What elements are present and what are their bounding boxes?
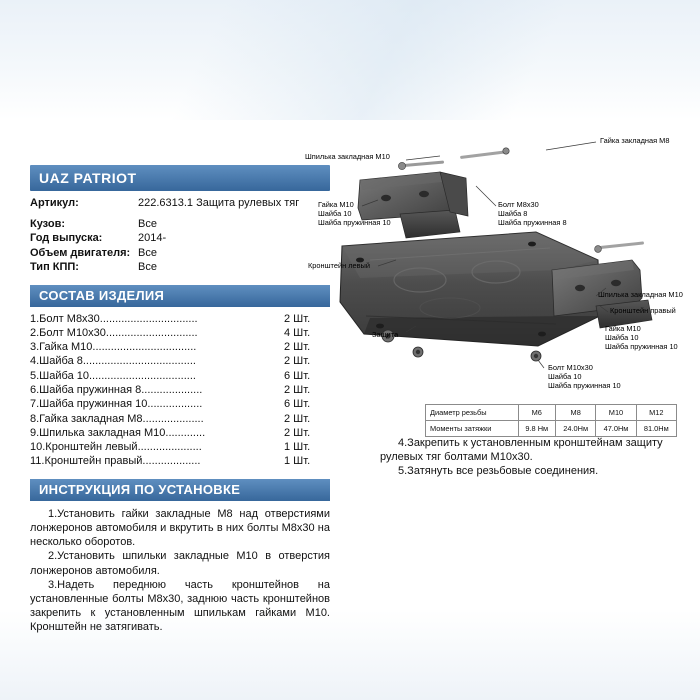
part-row (30, 340, 330, 354)
brand-title-bar (30, 165, 330, 191)
part-row (30, 354, 330, 368)
callout-stud-m10-top: Шпилька закладная М10 (305, 152, 390, 161)
callout-spring-washer-10-bottom: Шайба пружинная 10 (548, 381, 621, 390)
spec-label: Объем двигателя: (30, 246, 131, 259)
spec-list (30, 217, 330, 275)
part-qty: 2 Шт. (284, 426, 311, 439)
article-value: 222.6313.1 Защита рулевых тяг (138, 197, 300, 209)
torque-table (425, 404, 677, 437)
callout-washer-8: Шайба 8 (498, 209, 528, 218)
part-name: 11.Кронштейн правый................... (30, 455, 201, 468)
instruction-step: 5.Затянуть все резьбовые соединения. (398, 465, 599, 478)
torque-row-label: Моменты затяжки (426, 421, 519, 437)
instruction-list-right (380, 436, 680, 479)
spec-label: Кузов: (30, 217, 66, 230)
instruction-step: 1.Установить гайки закладные M8 над отверстиями лонжеронов автомобиля и вкрутить в них болты M8x30 на несколько оборотов. (30, 507, 330, 549)
part-name: 6.Шайба пружинная 8.................... (30, 383, 203, 396)
instruction-step: 4.Закрепить к установленным кронштейнам защиту рулевых тяг болтами M10x30. (380, 437, 663, 464)
torque-cell: 81.0Нм (636, 421, 676, 437)
part-row (30, 426, 330, 440)
top-gradient-band (0, 0, 700, 120)
callout-washer-10-right: Шайба 10 (605, 333, 639, 342)
parts-header: СОСТАВ ИЗДЕЛИЯ (39, 287, 165, 303)
part-row (30, 369, 330, 383)
part-row (30, 383, 330, 397)
part-name: 5.Шайба 10................................... (30, 369, 196, 382)
table-row (426, 421, 677, 437)
part-row (30, 440, 330, 454)
part-row (30, 397, 330, 411)
callout-washer-10-left: Шайба 10 (318, 209, 352, 218)
torque-cell: M10 (596, 405, 636, 421)
callout-shield: Защита (372, 330, 399, 339)
instruction-header: ИНСТРУКЦИЯ ПО УСТАНОВКЕ (39, 481, 241, 497)
part-qty: 2 Шт. (284, 341, 311, 354)
callout-nut-m8-top: Гайка закладная М8 (600, 136, 670, 145)
spec-label: Тип КПП: (30, 261, 79, 273)
spec-value: Все (138, 246, 157, 259)
part-qty: 1 Шт. (284, 441, 311, 454)
part-qty: 4 Шт. (284, 326, 311, 339)
spec-label: Год выпуска: (30, 232, 103, 244)
instruction-header-bar (30, 479, 330, 501)
spec-value: Все (138, 217, 157, 230)
article-label: Артикул: (30, 197, 79, 209)
spec-value: Все (138, 261, 157, 273)
part-name: 4.Шайба 8..................................... (30, 355, 196, 368)
spec-value: 2014- (138, 232, 167, 244)
part-name: 2.Болт M10x30.............................. (30, 326, 198, 339)
article-row (30, 196, 330, 211)
part-name: 9.Шпилька закладная M10............. (30, 426, 206, 439)
callout-nut-m10-right: Гайка M10 (605, 324, 641, 333)
callout-bracket-left: Кронштейн левый (308, 261, 371, 270)
part-qty: 2 Шт. (284, 383, 311, 396)
callout-nut-m10-left: Гайка M10 (318, 200, 354, 209)
part-qty: 6 Шт. (284, 369, 311, 382)
part-qty: 6 Шт. (284, 398, 311, 411)
part-qty: 2 Шт. (284, 312, 311, 325)
part-row (30, 312, 330, 326)
part-name: 1.Болт M8x30................................ (30, 312, 198, 325)
callout-washer-10-bottom: Шайба 10 (548, 372, 582, 381)
part-qty: 2 Шт. (284, 412, 311, 425)
part-name: 10.Кронштейн левый..................... (30, 441, 202, 454)
callout-spring-washer-10-right: Шайба пружинная 10 (605, 342, 678, 351)
callout-bracket-right: Кронштейн правый (610, 306, 676, 315)
torque-cell: M12 (636, 405, 676, 421)
callout-bolt-m8x30: Болт M8x30 (498, 200, 539, 209)
torque-cell: M8 (556, 405, 596, 421)
callout-bolt-m10x30: Болт M10x30 (548, 363, 593, 372)
torque-row-label: Диаметр резьбы (426, 405, 519, 421)
torque-cell: 47.0Нм (596, 421, 636, 437)
spec-row (30, 260, 330, 275)
spec-row (30, 217, 330, 232)
part-row (30, 454, 330, 468)
callout-spring-washer-8: Шайба пружинная 8 (498, 218, 567, 227)
table-row (426, 405, 677, 421)
callout-stud-m10-right: Шпилька закладная М10 (598, 290, 683, 299)
part-qty: 1 Шт. (284, 455, 311, 468)
left-column (30, 165, 330, 635)
torque-cell: M6 (518, 405, 556, 421)
diagram-column (300, 120, 690, 550)
parts-list (30, 312, 330, 469)
part-name: 8.Гайка закладная M8.................... (30, 412, 204, 425)
part-row (30, 412, 330, 426)
instruction-step: 2.Установить шпильки закладные M10 в отверстия лонжеронов автомобиля. (30, 550, 330, 577)
instruction-step: 3.Надеть переднюю часть кронштейнов на установленные болты M8x30, заднюю часть кронштейнов закрепить к установленным шпилькам гайками M10. Кронштейн не затягивать. (30, 578, 330, 634)
callout-spring-washer-10-left: Шайба пружинная 10 (318, 218, 391, 227)
part-name: 3.Гайка M10.................................. (30, 341, 197, 354)
parts-header-bar (30, 285, 330, 307)
part-row (30, 326, 330, 340)
instruction-list-left (30, 507, 330, 635)
torque-cell: 24.0Нм (556, 421, 596, 437)
spec-row (30, 231, 330, 246)
part-name: 7.Шайба пружинная 10.................. (30, 398, 203, 411)
part-qty: 2 Шт. (284, 355, 311, 368)
torque-cell: 9.8 Нм (518, 421, 556, 437)
spec-row (30, 246, 330, 261)
brand-title: UAZ PATRIOT (39, 170, 137, 186)
